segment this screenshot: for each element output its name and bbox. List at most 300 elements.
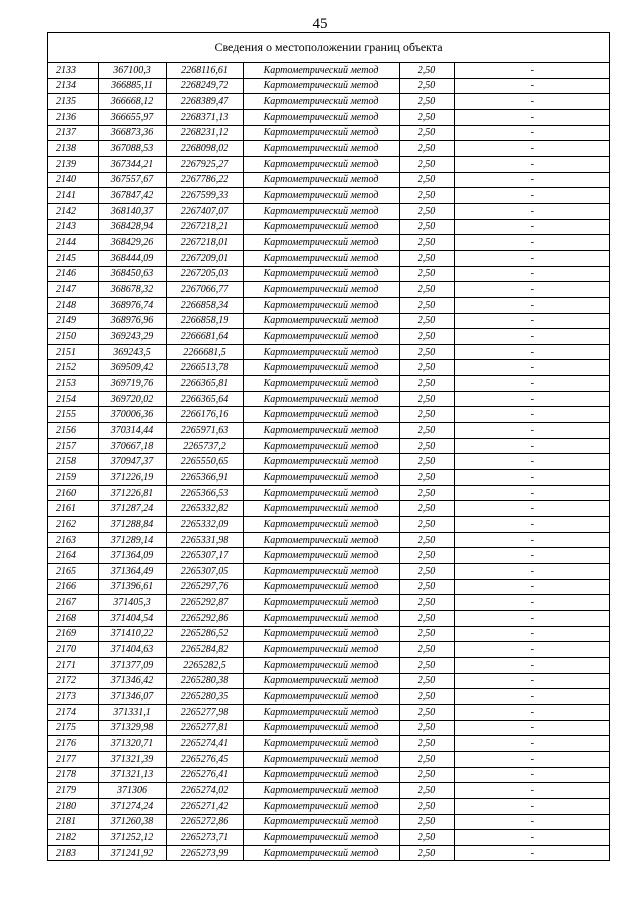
accuracy-cell: 2,50 (399, 78, 454, 94)
table-row (48, 203, 610, 219)
accuracy-cell: 2,50 (399, 736, 454, 752)
accuracy-cell: 2,50 (399, 203, 454, 219)
point-number-cell: 2165 (48, 564, 98, 580)
accuracy-cell: 2,50 (399, 673, 454, 689)
method-cell: Картометрический метод (243, 720, 399, 736)
table-row (48, 156, 610, 172)
point-number-cell: 2182 (48, 830, 98, 846)
x-coordinate-cell: 369243,5 (98, 344, 166, 360)
accuracy-cell: 2,50 (399, 391, 454, 407)
method-cell: Картометрический метод (243, 438, 399, 454)
y-coordinate-cell: 2267786,22 (166, 172, 243, 188)
point-number-cell: 2167 (48, 595, 98, 611)
x-coordinate-cell: 371320,71 (98, 736, 166, 752)
y-coordinate-cell: 2268389,47 (166, 94, 243, 110)
accuracy-cell: 2,50 (399, 517, 454, 533)
table-row (48, 250, 610, 266)
point-number-cell: 2152 (48, 360, 98, 376)
accuracy-cell: 2,50 (399, 141, 454, 157)
accuracy-cell: 2,50 (399, 360, 454, 376)
accuracy-cell: 2,50 (399, 125, 454, 141)
table-row (48, 219, 610, 235)
y-coordinate-cell: 2265737,2 (166, 438, 243, 454)
y-coordinate-cell: 2266858,19 (166, 313, 243, 329)
y-coordinate-cell: 2265276,41 (166, 767, 243, 783)
table-row (48, 532, 610, 548)
table-row (48, 689, 610, 705)
point-number-cell: 2141 (48, 188, 98, 204)
method-cell: Картометрический метод (243, 517, 399, 533)
table-row (48, 798, 610, 814)
accuracy-cell: 2,50 (399, 595, 454, 611)
point-number-cell: 2146 (48, 266, 98, 282)
description-cell: - (454, 94, 610, 110)
point-number-cell: 2176 (48, 736, 98, 752)
description-cell: - (454, 141, 610, 157)
description-cell: - (454, 376, 610, 392)
method-cell: Картометрический метод (243, 626, 399, 642)
description-cell: - (454, 188, 610, 204)
table-body (48, 63, 610, 860)
accuracy-cell: 2,50 (399, 548, 454, 564)
x-coordinate-cell: 371287,24 (98, 501, 166, 517)
accuracy-cell: 2,50 (399, 798, 454, 814)
point-number-cell: 2143 (48, 219, 98, 235)
description-cell: - (454, 548, 610, 564)
accuracy-cell: 2,50 (399, 564, 454, 580)
method-cell: Картометрический метод (243, 78, 399, 94)
y-coordinate-cell: 2265274,41 (166, 736, 243, 752)
table-row (48, 188, 610, 204)
table-row (48, 673, 610, 689)
y-coordinate-cell: 2266513,78 (166, 360, 243, 376)
point-number-cell: 2136 (48, 109, 98, 125)
y-coordinate-cell: 2265307,05 (166, 564, 243, 580)
method-cell: Картометрический метод (243, 282, 399, 298)
y-coordinate-cell: 2267599,33 (166, 188, 243, 204)
method-cell: Картометрический метод (243, 141, 399, 157)
description-cell: - (454, 63, 610, 78)
boundary-table-frame (47, 32, 610, 861)
method-cell: Картометрический метод (243, 360, 399, 376)
description-cell: - (454, 845, 610, 860)
method-cell: Картометрический метод (243, 376, 399, 392)
point-number-cell: 2135 (48, 94, 98, 110)
method-cell: Картометрический метод (243, 642, 399, 658)
x-coordinate-cell: 371321,39 (98, 751, 166, 767)
x-coordinate-cell: 371252,12 (98, 830, 166, 846)
accuracy-cell: 2,50 (399, 407, 454, 423)
description-cell: - (454, 172, 610, 188)
description-cell: - (454, 344, 610, 360)
point-number-cell: 2158 (48, 454, 98, 470)
table-row (48, 297, 610, 313)
y-coordinate-cell: 2268371,13 (166, 109, 243, 125)
y-coordinate-cell: 2267209,01 (166, 250, 243, 266)
point-number-cell: 2179 (48, 783, 98, 799)
method-cell: Картометрический метод (243, 501, 399, 517)
accuracy-cell: 2,50 (399, 438, 454, 454)
y-coordinate-cell: 2268098,02 (166, 141, 243, 157)
table-row (48, 642, 610, 658)
table-row (48, 235, 610, 251)
x-coordinate-cell: 370314,44 (98, 423, 166, 439)
method-cell: Картометрический метод (243, 125, 399, 141)
method-cell: Картометрический метод (243, 470, 399, 486)
point-number-cell: 2147 (48, 282, 98, 298)
point-number-cell: 2151 (48, 344, 98, 360)
y-coordinate-cell: 2265280,35 (166, 689, 243, 705)
description-cell: - (454, 783, 610, 799)
accuracy-cell: 2,50 (399, 313, 454, 329)
point-number-cell: 2174 (48, 704, 98, 720)
method-cell: Картометрический метод (243, 344, 399, 360)
x-coordinate-cell: 370947,37 (98, 454, 166, 470)
point-number-cell: 2181 (48, 814, 98, 830)
accuracy-cell: 2,50 (399, 156, 454, 172)
point-number-cell: 2180 (48, 798, 98, 814)
table-row (48, 767, 610, 783)
point-number-cell: 2138 (48, 141, 98, 157)
accuracy-cell: 2,50 (399, 109, 454, 125)
accuracy-cell: 2,50 (399, 814, 454, 830)
table-row (48, 751, 610, 767)
table-row (48, 266, 610, 282)
table-row (48, 454, 610, 470)
table-row (48, 344, 610, 360)
x-coordinate-cell: 371396,61 (98, 579, 166, 595)
method-cell: Картометрический метод (243, 407, 399, 423)
x-coordinate-cell: 371364,49 (98, 564, 166, 580)
accuracy-cell: 2,50 (399, 282, 454, 298)
method-cell: Картометрический метод (243, 250, 399, 266)
accuracy-cell: 2,50 (399, 767, 454, 783)
description-cell: - (454, 219, 610, 235)
accuracy-cell: 2,50 (399, 344, 454, 360)
y-coordinate-cell: 2265282,5 (166, 657, 243, 673)
accuracy-cell: 2,50 (399, 830, 454, 846)
section-title: Сведения о местоположении границ объекта (48, 33, 609, 63)
accuracy-cell: 2,50 (399, 94, 454, 110)
description-cell: - (454, 125, 610, 141)
method-cell: Картометрический метод (243, 532, 399, 548)
y-coordinate-cell: 2265297,76 (166, 579, 243, 595)
description-cell: - (454, 501, 610, 517)
table-row (48, 391, 610, 407)
x-coordinate-cell: 370006,36 (98, 407, 166, 423)
description-cell: - (454, 470, 610, 486)
y-coordinate-cell: 2266681,64 (166, 329, 243, 345)
description-cell: - (454, 689, 610, 705)
method-cell: Картометрический метод (243, 235, 399, 251)
x-coordinate-cell: 371289,14 (98, 532, 166, 548)
method-cell: Картометрический метод (243, 94, 399, 110)
x-coordinate-cell: 371405,3 (98, 595, 166, 611)
description-cell: - (454, 203, 610, 219)
x-coordinate-cell: 369720,02 (98, 391, 166, 407)
table-row (48, 282, 610, 298)
accuracy-cell: 2,50 (399, 329, 454, 345)
method-cell: Картометрический метод (243, 219, 399, 235)
description-cell: - (454, 282, 610, 298)
x-coordinate-cell: 371226,81 (98, 485, 166, 501)
description-cell: - (454, 564, 610, 580)
method-cell: Картометрический метод (243, 203, 399, 219)
description-cell: - (454, 485, 610, 501)
accuracy-cell: 2,50 (399, 720, 454, 736)
accuracy-cell: 2,50 (399, 642, 454, 658)
description-cell: - (454, 673, 610, 689)
x-coordinate-cell: 371274,24 (98, 798, 166, 814)
table-row (48, 141, 610, 157)
accuracy-cell: 2,50 (399, 250, 454, 266)
x-coordinate-cell: 368976,74 (98, 297, 166, 313)
accuracy-cell: 2,50 (399, 626, 454, 642)
y-coordinate-cell: 2268231,12 (166, 125, 243, 141)
table-row (48, 485, 610, 501)
y-coordinate-cell: 2265286,52 (166, 626, 243, 642)
point-number-cell: 2144 (48, 235, 98, 251)
method-cell: Картометрический метод (243, 266, 399, 282)
table-row (48, 626, 610, 642)
point-number-cell: 2142 (48, 203, 98, 219)
point-number-cell: 2139 (48, 156, 98, 172)
accuracy-cell: 2,50 (399, 470, 454, 486)
y-coordinate-cell: 2265331,98 (166, 532, 243, 548)
y-coordinate-cell: 2265284,82 (166, 642, 243, 658)
description-cell: - (454, 642, 610, 658)
x-coordinate-cell: 368429,26 (98, 235, 166, 251)
x-coordinate-cell: 367557,67 (98, 172, 166, 188)
table-row (48, 814, 610, 830)
table-row (48, 704, 610, 720)
x-coordinate-cell: 371377,09 (98, 657, 166, 673)
y-coordinate-cell: 2265332,09 (166, 517, 243, 533)
point-number-cell: 2160 (48, 485, 98, 501)
accuracy-cell: 2,50 (399, 657, 454, 673)
x-coordinate-cell: 367088,53 (98, 141, 166, 157)
description-cell: - (454, 266, 610, 282)
method-cell: Картометрический метод (243, 391, 399, 407)
method-cell: Картометрический метод (243, 564, 399, 580)
point-number-cell: 2148 (48, 297, 98, 313)
y-coordinate-cell: 2265366,53 (166, 485, 243, 501)
accuracy-cell: 2,50 (399, 376, 454, 392)
y-coordinate-cell: 2266681,5 (166, 344, 243, 360)
table-row (48, 78, 610, 94)
description-cell: - (454, 814, 610, 830)
x-coordinate-cell: 371260,38 (98, 814, 166, 830)
accuracy-cell: 2,50 (399, 532, 454, 548)
x-coordinate-cell: 368444,09 (98, 250, 166, 266)
y-coordinate-cell: 2268116,61 (166, 63, 243, 78)
description-cell: - (454, 517, 610, 533)
y-coordinate-cell: 2265276,45 (166, 751, 243, 767)
x-coordinate-cell: 367344,21 (98, 156, 166, 172)
x-coordinate-cell: 371329,98 (98, 720, 166, 736)
method-cell: Картометрический метод (243, 423, 399, 439)
x-coordinate-cell: 369243,29 (98, 329, 166, 345)
x-coordinate-cell: 369719,76 (98, 376, 166, 392)
table-row (48, 423, 610, 439)
x-coordinate-cell: 366655,97 (98, 109, 166, 125)
method-cell: Картометрический метод (243, 798, 399, 814)
point-number-cell: 2154 (48, 391, 98, 407)
table-row (48, 109, 610, 125)
point-number-cell: 2156 (48, 423, 98, 439)
description-cell: - (454, 736, 610, 752)
y-coordinate-cell: 2265274,02 (166, 783, 243, 799)
description-cell: - (454, 595, 610, 611)
method-cell: Картометрический метод (243, 109, 399, 125)
point-number-cell: 2173 (48, 689, 98, 705)
method-cell: Картометрический метод (243, 845, 399, 860)
accuracy-cell: 2,50 (399, 219, 454, 235)
accuracy-cell: 2,50 (399, 751, 454, 767)
table-row (48, 736, 610, 752)
description-cell: - (454, 720, 610, 736)
x-coordinate-cell: 371331,1 (98, 704, 166, 720)
accuracy-cell: 2,50 (399, 266, 454, 282)
x-coordinate-cell: 366668,12 (98, 94, 166, 110)
table-row (48, 517, 610, 533)
description-cell: - (454, 767, 610, 783)
table-row (48, 172, 610, 188)
x-coordinate-cell: 366885,11 (98, 78, 166, 94)
boundary-points-table (48, 63, 610, 860)
method-cell: Картометрический метод (243, 767, 399, 783)
method-cell: Картометрический метод (243, 454, 399, 470)
point-number-cell: 2177 (48, 751, 98, 767)
point-number-cell: 2140 (48, 172, 98, 188)
y-coordinate-cell: 2265277,81 (166, 720, 243, 736)
description-cell: - (454, 407, 610, 423)
description-cell: - (454, 313, 610, 329)
description-cell: - (454, 78, 610, 94)
y-coordinate-cell: 2265971,63 (166, 423, 243, 439)
x-coordinate-cell: 368140,37 (98, 203, 166, 219)
description-cell: - (454, 454, 610, 470)
method-cell: Картометрический метод (243, 297, 399, 313)
point-number-cell: 2168 (48, 610, 98, 626)
accuracy-cell: 2,50 (399, 689, 454, 705)
y-coordinate-cell: 2265550,65 (166, 454, 243, 470)
description-cell: - (454, 250, 610, 266)
x-coordinate-cell: 371404,63 (98, 642, 166, 658)
table-row (48, 548, 610, 564)
method-cell: Картометрический метод (243, 830, 399, 846)
y-coordinate-cell: 2267407,07 (166, 203, 243, 219)
y-coordinate-cell: 2265272,86 (166, 814, 243, 830)
accuracy-cell: 2,50 (399, 297, 454, 313)
description-cell: - (454, 610, 610, 626)
x-coordinate-cell: 371364,09 (98, 548, 166, 564)
accuracy-cell: 2,50 (399, 485, 454, 501)
description-cell: - (454, 657, 610, 673)
method-cell: Картометрический метод (243, 751, 399, 767)
point-number-cell: 2153 (48, 376, 98, 392)
point-number-cell: 2149 (48, 313, 98, 329)
point-number-cell: 2137 (48, 125, 98, 141)
point-number-cell: 2175 (48, 720, 98, 736)
x-coordinate-cell: 369509,42 (98, 360, 166, 376)
description-cell: - (454, 626, 610, 642)
description-cell: - (454, 297, 610, 313)
accuracy-cell: 2,50 (399, 845, 454, 860)
description-cell: - (454, 235, 610, 251)
y-coordinate-cell: 2267205,03 (166, 266, 243, 282)
x-coordinate-cell: 367100,3 (98, 63, 166, 78)
y-coordinate-cell: 2267066,77 (166, 282, 243, 298)
x-coordinate-cell: 366873,36 (98, 125, 166, 141)
method-cell: Картометрический метод (243, 188, 399, 204)
table-row (48, 125, 610, 141)
method-cell: Картометрический метод (243, 673, 399, 689)
point-number-cell: 2169 (48, 626, 98, 642)
point-number-cell: 2170 (48, 642, 98, 658)
table-row (48, 720, 610, 736)
description-cell: - (454, 579, 610, 595)
point-number-cell: 2161 (48, 501, 98, 517)
method-cell: Картометрический метод (243, 548, 399, 564)
method-cell: Картометрический метод (243, 156, 399, 172)
y-coordinate-cell: 2265280,38 (166, 673, 243, 689)
method-cell: Картометрический метод (243, 63, 399, 78)
description-cell: - (454, 438, 610, 454)
y-coordinate-cell: 2266176,16 (166, 407, 243, 423)
y-coordinate-cell: 2265273,99 (166, 845, 243, 860)
x-coordinate-cell: 368976,96 (98, 313, 166, 329)
table-row (48, 830, 610, 846)
point-number-cell: 2171 (48, 657, 98, 673)
y-coordinate-cell: 2265273,71 (166, 830, 243, 846)
description-cell: - (454, 329, 610, 345)
y-coordinate-cell: 2265277,98 (166, 704, 243, 720)
y-coordinate-cell: 2266365,64 (166, 391, 243, 407)
point-number-cell: 2134 (48, 78, 98, 94)
point-number-cell: 2133 (48, 63, 98, 78)
table-row (48, 470, 610, 486)
method-cell: Картометрический метод (243, 485, 399, 501)
x-coordinate-cell: 368678,32 (98, 282, 166, 298)
method-cell: Картометрический метод (243, 313, 399, 329)
table-row (48, 329, 610, 345)
accuracy-cell: 2,50 (399, 423, 454, 439)
table-row (48, 501, 610, 517)
point-number-cell: 2163 (48, 532, 98, 548)
y-coordinate-cell: 2265292,87 (166, 595, 243, 611)
description-cell: - (454, 109, 610, 125)
point-number-cell: 2157 (48, 438, 98, 454)
table-row (48, 376, 610, 392)
point-number-cell: 2159 (48, 470, 98, 486)
method-cell: Картометрический метод (243, 783, 399, 799)
x-coordinate-cell: 371241,92 (98, 845, 166, 860)
point-number-cell: 2155 (48, 407, 98, 423)
table-row (48, 63, 610, 78)
point-number-cell: 2166 (48, 579, 98, 595)
point-number-cell: 2145 (48, 250, 98, 266)
table-row (48, 657, 610, 673)
point-number-cell: 2172 (48, 673, 98, 689)
description-cell: - (454, 798, 610, 814)
x-coordinate-cell: 371306 (98, 783, 166, 799)
y-coordinate-cell: 2265292,86 (166, 610, 243, 626)
method-cell: Картометрический метод (243, 329, 399, 345)
accuracy-cell: 2,50 (399, 579, 454, 595)
description-cell: - (454, 360, 610, 376)
x-coordinate-cell: 371321,13 (98, 767, 166, 783)
